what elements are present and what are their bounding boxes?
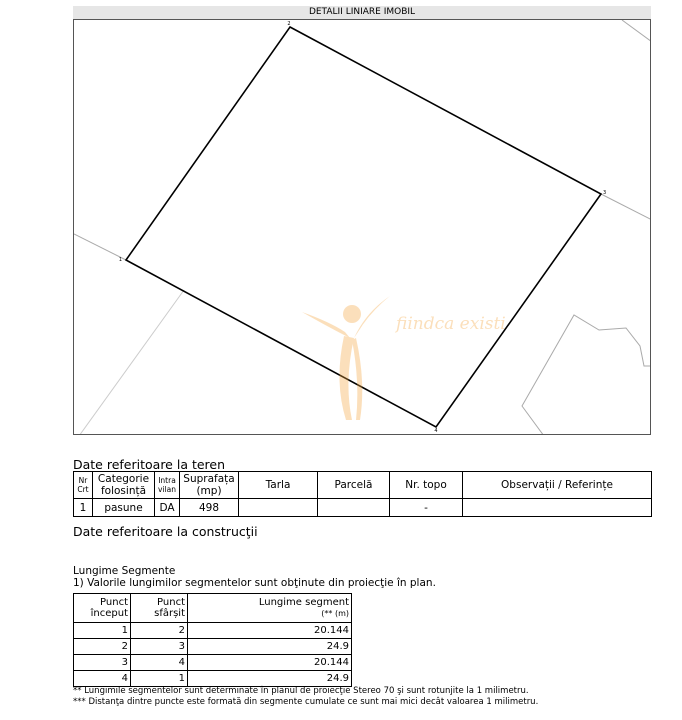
watermark-logo [300, 292, 400, 422]
cell-start: 1 [74, 623, 131, 639]
cell-end: 1 [131, 671, 188, 687]
footnote-precision: ** Lungimile segmentelor sunt determinate în planul de proiecţie Stereo 70 şi sunt rotunjite la 1 milimetru. [73, 686, 529, 696]
point-label: 2 [287, 21, 291, 27]
col-intravilan: Intra vilan [155, 472, 180, 499]
cell-intravilan: DA [155, 499, 180, 517]
logo-head [343, 305, 361, 323]
cell-parcela [318, 499, 390, 517]
neighbor-line [601, 194, 651, 220]
neighbor-building [522, 315, 651, 435]
col-tarla: Tarla [239, 472, 318, 499]
cell-tarla [239, 499, 318, 517]
footnote-distance: *** Distanţa dintre puncte este formată din segmente cumulate ce sunt mai mici decât valoarea 1 milimetru. [73, 697, 539, 707]
neighbor-line [79, 290, 184, 435]
watermark [300, 292, 530, 422]
col-punct-sfarsit: Punct sfârșit [131, 594, 188, 623]
cell-observatii [463, 499, 652, 517]
teren-title: Date referitoare la teren [73, 457, 226, 472]
constructii-title: Date referitoare la construcţii [73, 524, 258, 539]
col-observatii: Observații / Referințe [463, 472, 652, 499]
logo-body [339, 336, 354, 420]
cell-length: 24.9 [188, 671, 352, 687]
col-nr-topo: Nr. topo [390, 472, 463, 499]
cell-start: 3 [74, 655, 131, 671]
neighbor-line [622, 20, 651, 42]
segmente-heading [73, 565, 436, 589]
segmente-note: 1) Valorile lungimilor segmentelor sunt obţinute din proiecţie în plan. [73, 577, 436, 589]
table-header-row [74, 472, 652, 499]
cell-nr-topo: - [390, 499, 463, 517]
cell-categorie: pasune [93, 499, 155, 517]
table-row [74, 623, 352, 639]
table-row [74, 671, 352, 687]
watermark-text: fiindca existi [396, 314, 506, 334]
cell-length: 24.9 [188, 639, 352, 655]
plan-title: DETALII LINIARE IMOBIL [73, 6, 651, 19]
table-row [74, 499, 652, 517]
cell-suprafata: 498 [180, 499, 239, 517]
col-lungime-unit: (** (m) [321, 609, 349, 618]
logo-arm [302, 312, 350, 338]
cell-start: 2 [74, 639, 131, 655]
logo-body [352, 338, 362, 420]
col-nr-crt: Nr Crt [74, 472, 93, 499]
segmente-table [73, 593, 352, 687]
col-punct-inceput: Punct început [74, 594, 131, 623]
point-label: 3 [603, 190, 607, 196]
col-lungime [188, 594, 352, 623]
cell-end: 4 [131, 655, 188, 671]
cell-start: 4 [74, 671, 131, 687]
point-label: 1 [118, 257, 122, 263]
table-row [74, 639, 352, 655]
table-row [74, 655, 352, 671]
cell-end: 3 [131, 639, 188, 655]
col-parcela: Parcelă [318, 472, 390, 499]
cell-end: 2 [131, 623, 188, 639]
teren-table [73, 471, 652, 517]
cell-length: 20.144 [188, 655, 352, 671]
cell-length: 20.144 [188, 623, 352, 639]
col-lungime-label: Lungime segment [258, 597, 349, 608]
col-categorie: Categorie folosință [93, 472, 155, 499]
cell-nr-crt: 1 [74, 499, 93, 517]
segmente-title: Lungime Segmente [73, 565, 176, 577]
col-suprafata: Suprafața (mp) [180, 472, 239, 499]
table-header-row [74, 594, 352, 623]
point-label: 4 [434, 428, 438, 434]
